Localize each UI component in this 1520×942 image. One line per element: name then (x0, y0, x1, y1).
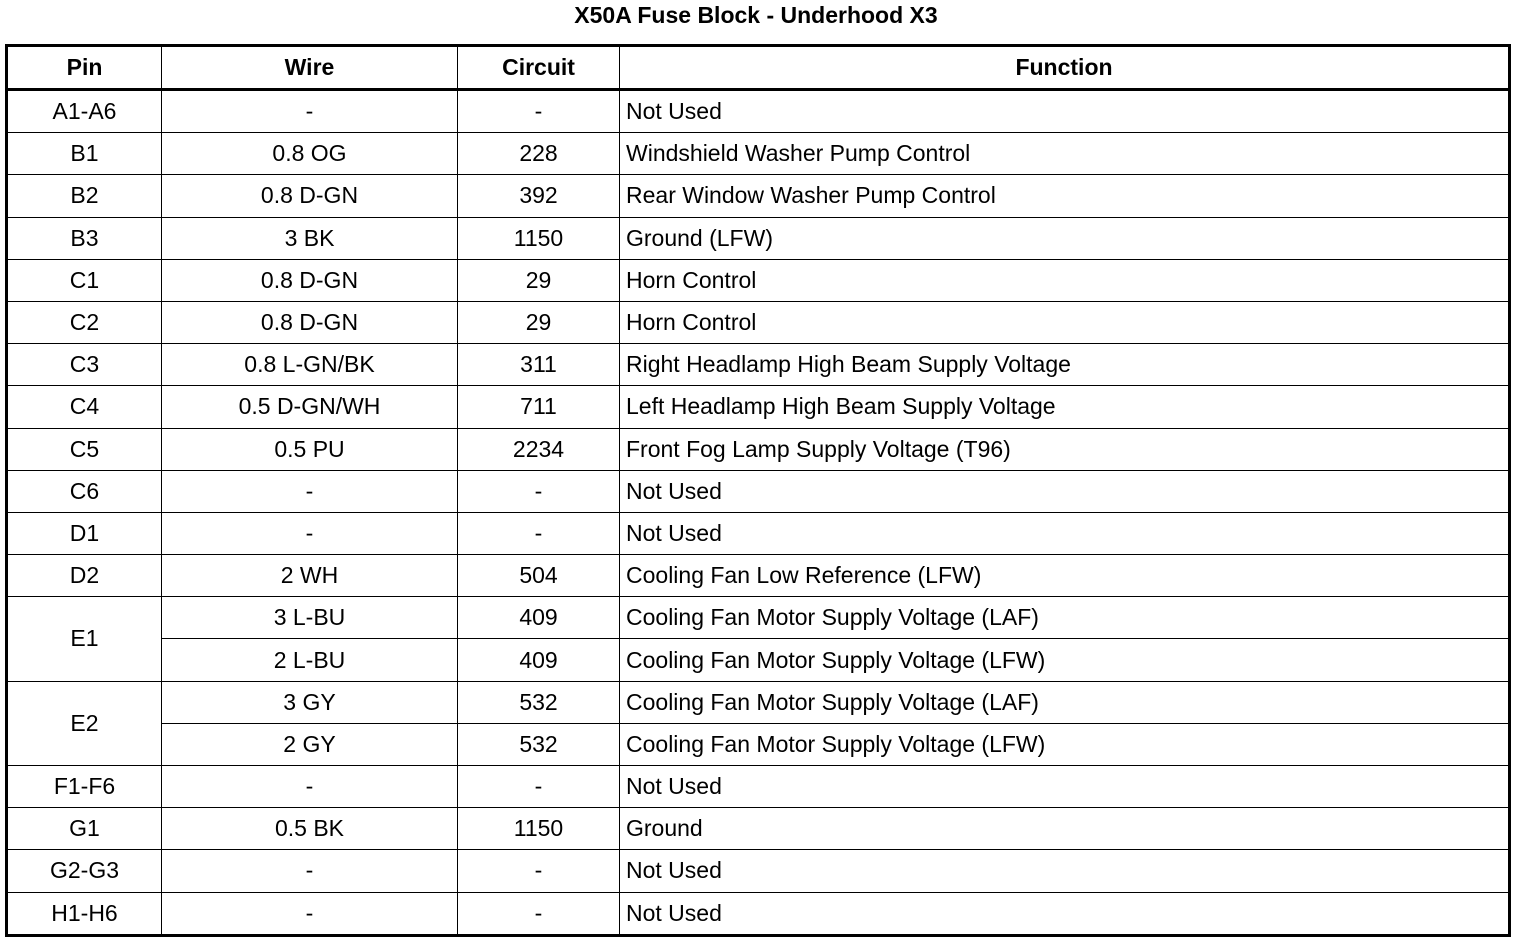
circuit-cell: 311 (458, 344, 620, 386)
circuit-cell: 409 (458, 639, 620, 681)
function-cell: Ground (LFW) (620, 217, 1510, 259)
function-cell: Not Used (620, 470, 1510, 512)
circuit-cell: 29 (458, 259, 620, 301)
table-row (7, 808, 1510, 850)
wire-cell: - (162, 892, 458, 935)
table-row (7, 133, 1510, 175)
table-row (7, 175, 1510, 217)
pin-cell: H1-H6 (7, 892, 162, 935)
wire-cell: - (162, 90, 458, 133)
wire-cell: - (162, 470, 458, 512)
circuit-cell: 392 (458, 175, 620, 217)
circuit-cell: 532 (458, 681, 620, 723)
function-cell: Cooling Fan Motor Supply Voltage (LFW) (620, 639, 1510, 681)
pin-cell: D1 (7, 512, 162, 554)
wire-cell: 0.8 D-GN (162, 301, 458, 343)
table-row (7, 555, 1510, 597)
table-row (7, 850, 1510, 892)
table-row (7, 681, 1510, 723)
pin-cell: C2 (7, 301, 162, 343)
wire-cell: - (162, 512, 458, 554)
table-row (7, 301, 1510, 343)
function-cell: Horn Control (620, 259, 1510, 301)
pin-cell: G2-G3 (7, 850, 162, 892)
pin-cell: D2 (7, 555, 162, 597)
wire-cell: 2 GY (162, 723, 458, 765)
wire-cell: 0.5 D-GN/WH (162, 386, 458, 428)
header-function: Function (620, 46, 1510, 90)
table-row (7, 892, 1510, 935)
pin-cell: G1 (7, 808, 162, 850)
wire-cell: 0.8 L-GN/BK (162, 344, 458, 386)
circuit-cell: - (458, 892, 620, 935)
pin-cell: F1-F6 (7, 766, 162, 808)
circuit-cell: - (458, 850, 620, 892)
function-cell: Cooling Fan Low Reference (LFW) (620, 555, 1510, 597)
table-row (7, 723, 1510, 765)
table-row (7, 428, 1510, 470)
function-cell: Left Headlamp High Beam Supply Voltage (620, 386, 1510, 428)
wire-cell: 2 L-BU (162, 639, 458, 681)
circuit-cell: 409 (458, 597, 620, 639)
wire-cell: 2 WH (162, 555, 458, 597)
wire-cell: 3 BK (162, 217, 458, 259)
header-pin: Pin (7, 46, 162, 90)
wire-cell: - (162, 850, 458, 892)
wire-cell: 3 GY (162, 681, 458, 723)
function-cell: Not Used (620, 90, 1510, 133)
page-title: X50A Fuse Block - Underhood X3 (574, 2, 938, 28)
wire-cell: 0.5 BK (162, 808, 458, 850)
circuit-cell: 29 (458, 301, 620, 343)
pin-cell: C1 (7, 259, 162, 301)
table-row (7, 344, 1510, 386)
function-cell: Right Headlamp High Beam Supply Voltage (620, 344, 1510, 386)
table-header-row (7, 46, 1510, 90)
function-cell: Rear Window Washer Pump Control (620, 175, 1510, 217)
circuit-cell: - (458, 512, 620, 554)
table-row (7, 90, 1510, 133)
circuit-cell: - (458, 470, 620, 512)
circuit-cell: 228 (458, 133, 620, 175)
pin-cell: B1 (7, 133, 162, 175)
table-row (7, 512, 1510, 554)
pin-cell: E1 (7, 597, 162, 681)
table-row (7, 639, 1510, 681)
table-row (7, 470, 1510, 512)
table-row (7, 597, 1510, 639)
header-wire: Wire (162, 46, 458, 90)
function-cell: Horn Control (620, 301, 1510, 343)
pin-cell: B3 (7, 217, 162, 259)
wire-cell: 0.5 PU (162, 428, 458, 470)
header-circuit: Circuit (458, 46, 620, 90)
circuit-cell: - (458, 766, 620, 808)
table-row (7, 766, 1510, 808)
table-row (7, 217, 1510, 259)
pin-cell: C6 (7, 470, 162, 512)
circuit-cell: 1150 (458, 217, 620, 259)
function-cell: Cooling Fan Motor Supply Voltage (LAF) (620, 681, 1510, 723)
pin-cell: B2 (7, 175, 162, 217)
circuit-cell: 532 (458, 723, 620, 765)
pin-cell: C5 (7, 428, 162, 470)
circuit-cell: 711 (458, 386, 620, 428)
circuit-cell: - (458, 90, 620, 133)
pin-cell: C3 (7, 344, 162, 386)
circuit-cell: 2234 (458, 428, 620, 470)
function-cell: Not Used (620, 512, 1510, 554)
wire-cell: 0.8 OG (162, 133, 458, 175)
wire-cell: - (162, 766, 458, 808)
function-cell: Windshield Washer Pump Control (620, 133, 1510, 175)
pin-cell: C4 (7, 386, 162, 428)
wire-cell: 0.8 D-GN (162, 175, 458, 217)
function-cell: Not Used (620, 766, 1510, 808)
function-cell: Not Used (620, 850, 1510, 892)
function-cell: Cooling Fan Motor Supply Voltage (LFW) (620, 723, 1510, 765)
function-cell: Not Used (620, 892, 1510, 935)
wire-cell: 3 L-BU (162, 597, 458, 639)
function-cell: Cooling Fan Motor Supply Voltage (LAF) (620, 597, 1510, 639)
table-row (7, 386, 1510, 428)
pin-cell: E2 (7, 681, 162, 765)
fuse-block-pin-table (5, 44, 1511, 937)
wire-cell: 0.8 D-GN (162, 259, 458, 301)
table-row (7, 259, 1510, 301)
circuit-cell: 504 (458, 555, 620, 597)
function-cell: Ground (620, 808, 1510, 850)
circuit-cell: 1150 (458, 808, 620, 850)
pin-cell: A1-A6 (7, 90, 162, 133)
function-cell: Front Fog Lamp Supply Voltage (T96) (620, 428, 1510, 470)
